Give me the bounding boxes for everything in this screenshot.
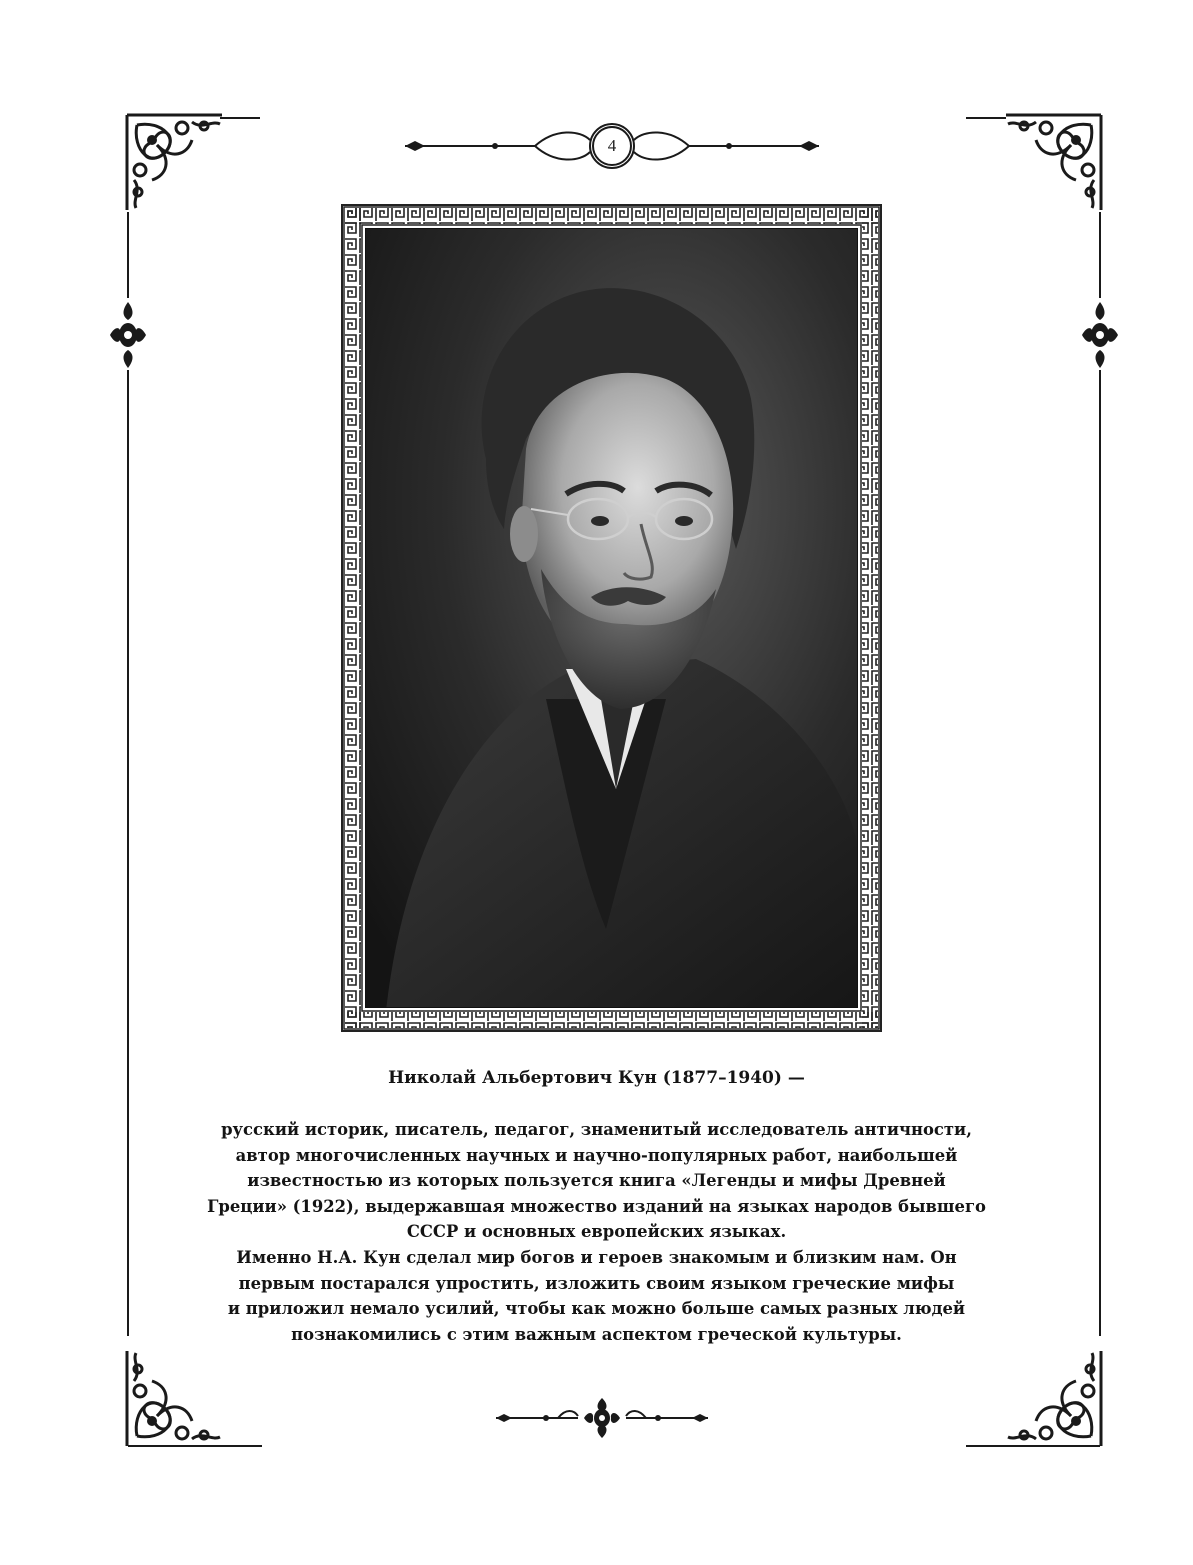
portrait-illustration <box>366 229 858 1008</box>
caption-line: Именно Н.А. Кун сделал мир богов и героев знакомым и близким нам. Он <box>236 1247 957 1267</box>
caption-line: известностью из которых пользуется книга «Легенды и мифы Древней <box>247 1171 946 1191</box>
side-fleuron-right <box>1078 300 1122 370</box>
caption-body <box>170 1117 1023 1347</box>
frame-right-line-upper <box>1099 212 1101 298</box>
corner-ornament-bottom-left <box>122 1346 227 1451</box>
portrait-frame <box>341 204 882 1032</box>
frame-top-right-line <box>966 117 1006 119</box>
caption-line: СССР и основных европейских языках. <box>406 1222 787 1242</box>
frame-right-line-lower <box>1099 370 1101 1336</box>
frame-left-line-lower <box>127 370 129 1336</box>
caption-line: русский историк, писатель, педагог, знаменитый исследователь античности, <box>221 1120 972 1139</box>
caption-line: Греции» (1922), выдержавшая множество изданий на языках народов бывшего <box>207 1196 986 1216</box>
corner-ornament-bottom-right <box>1001 1346 1106 1451</box>
portrait-photo <box>365 228 858 1008</box>
footer-ornament <box>488 1396 716 1440</box>
frame-left-line-upper <box>127 212 129 298</box>
page-header-ornament <box>395 118 829 174</box>
caption-title: Николай Альбертович Кун (1877–1940) — <box>388 1068 805 1088</box>
caption-line: первым постарался упростить, изложить своим языком греческие мифы <box>238 1273 955 1293</box>
page-number: 4 <box>607 136 617 155</box>
caption-line: и приложил немало усилий, чтобы как можно больше самых разных людей <box>227 1299 966 1319</box>
side-fleuron-left <box>106 300 150 370</box>
corner-ornament-top-left <box>122 110 227 215</box>
caption-line: автор многочисленных научных и научно-популярных работ, наибольшей <box>235 1145 958 1165</box>
caption-line: познакомились с этим важным аспектом греческой культуры. <box>291 1324 902 1344</box>
corner-ornament-top-right <box>1001 110 1106 215</box>
